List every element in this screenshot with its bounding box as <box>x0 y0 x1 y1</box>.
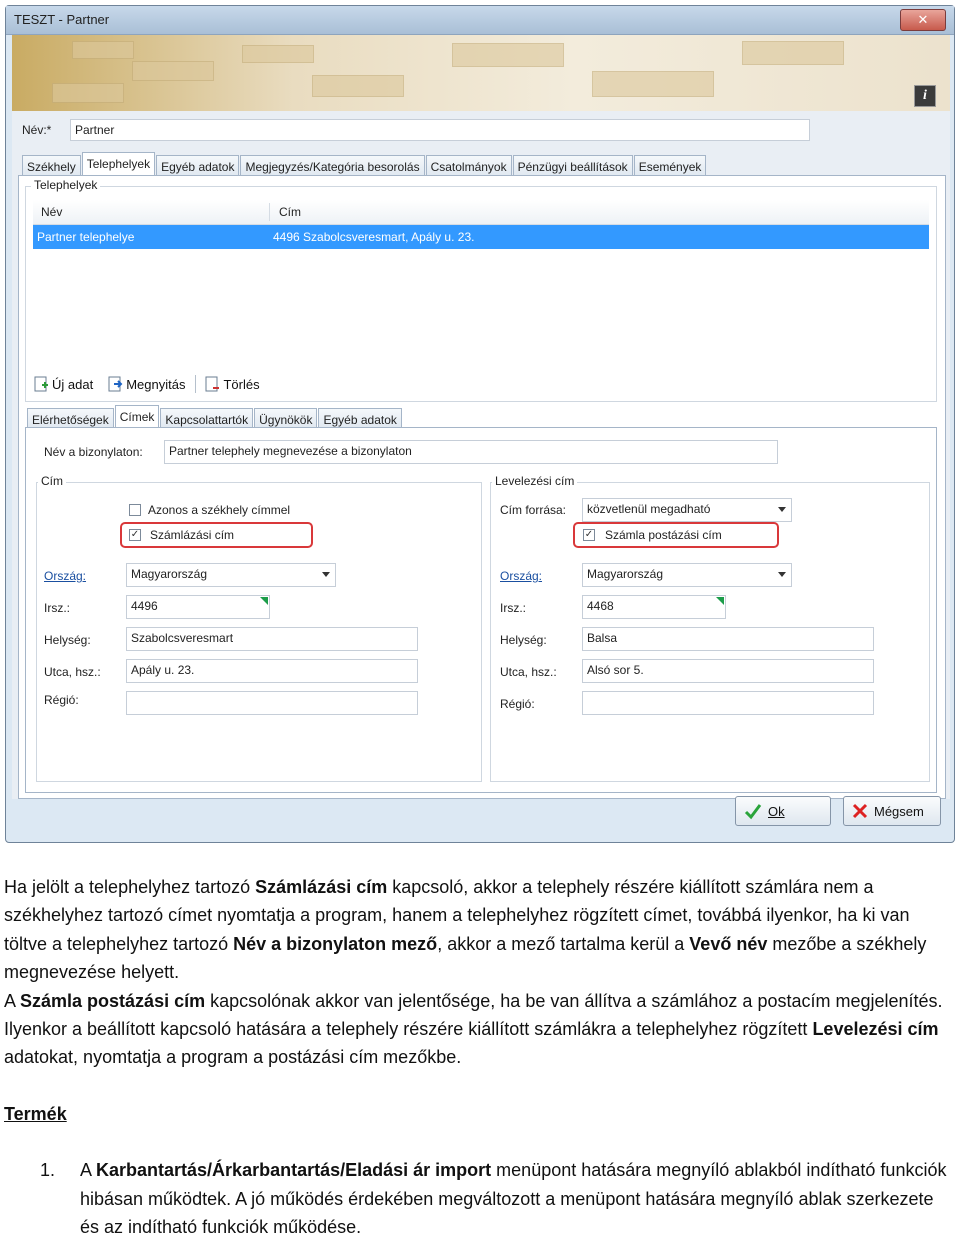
cross-icon <box>852 803 868 819</box>
azonos-checkbox[interactable] <box>129 504 141 516</box>
delete-document-icon <box>204 376 220 392</box>
tab-telephelyek[interactable]: Telephelyek <box>82 152 155 179</box>
dialog-content <box>12 111 950 799</box>
ok-label: Ok <box>768 803 785 819</box>
row-nev: Partner telephelye <box>37 230 135 244</box>
new-label: Új adat <box>52 376 94 392</box>
tab-megjegyzes[interactable]: Megjegyzés/Kategória besorolás <box>240 155 424 178</box>
telephelyek-panel <box>18 175 946 799</box>
lev-orszag-value: Magyarország <box>587 567 664 581</box>
paragraph-1: Ha jelölt a telephelyhez tartozó Számlázási cím kapcsoló, akkor a telephely részére kiállított számlára nem a székhelyhez tartozó címet nyomtatja a program, hanem a telephelyhez rögzített címet, továbbá ilyenkor, ha ki van töltve a telephelyhez tartozó Név a bizonylaton mező, akkor a mező tartalma kerül a Vevő név mezőbe a székhely megnevezése helyett. <box>4 877 927 983</box>
lev-irsz-input[interactable] <box>582 595 726 619</box>
paragraph-2: A Számla postázási cím kapcsolónak akkor van jelentősége, ha be van állítva a számlához a postacím megjelenítés. Ilyenkor a beállított kapcsoló hatására a telephely részére kiállított számlákra a telephelyhez rögzített Levelezési cím adatokat, nyomtatja a program a postázási cím mezőkbe. <box>4 990 943 1068</box>
lookup-corner-icon <box>716 597 724 605</box>
column-header-nev[interactable]: Név <box>41 205 63 219</box>
row-cim: 4496 Szabolcsveresmart, Apály u. 23. <box>273 230 475 244</box>
ok-button[interactable] <box>735 796 831 826</box>
lev-irsz-value: 4468 <box>587 599 614 613</box>
name-label: Név:* <box>22 123 52 137</box>
cim-forrasa-value: közvetlenül megadható <box>587 502 711 516</box>
azonos-label: Azonos a székhely címmel <box>148 503 291 517</box>
window-title: TESZT - Partner <box>14 12 110 27</box>
helyseg-label: Helység: <box>44 633 91 647</box>
lookup-corner-icon <box>260 597 268 605</box>
lev-orszag-select[interactable] <box>582 563 792 587</box>
cim-group-label: Cím <box>38 474 66 488</box>
regio-input[interactable] <box>126 691 418 715</box>
tab-esemenyek[interactable]: Események <box>634 155 707 178</box>
document-text <box>4 873 954 1241</box>
irsz-input[interactable] <box>126 595 270 619</box>
postazasi-checkbox[interactable]: ✓ <box>584 529 594 540</box>
cancel-button[interactable] <box>843 796 941 826</box>
chevron-down-icon <box>778 507 786 512</box>
tab-csatolmanyok[interactable]: Csatolmányok <box>426 155 512 178</box>
regio-label: Régió: <box>44 693 79 707</box>
lev-utca-input[interactable]: Alsó sor 5. <box>582 659 874 683</box>
delete-label: Törlés <box>223 376 260 392</box>
subtab-kapcsolattartok[interactable]: Kapcsolattartók <box>160 408 253 431</box>
subtab-ugynokok[interactable]: Ügynökök <box>254 408 317 431</box>
utca-input[interactable]: Apály u. 23. <box>126 659 418 683</box>
cancel-label: Mégsem <box>874 803 924 819</box>
orszag-value: Magyarország <box>131 567 208 581</box>
toolbar <box>33 374 260 394</box>
table-row[interactable] <box>33 225 929 249</box>
szamlazasi-checkbox[interactable]: ✓ <box>130 529 140 540</box>
subtab-elerhetosegek[interactable]: Elérhetőségek <box>27 408 114 431</box>
tab-penzugyi[interactable]: Pénzügyi beállítások <box>513 155 633 178</box>
orszag-select[interactable] <box>126 563 336 587</box>
open-document-icon <box>107 376 123 392</box>
irsz-label: Irsz.: <box>44 601 70 615</box>
cimek-panel <box>25 427 937 793</box>
szamlazasi-label: Számlázási cím <box>150 528 235 542</box>
subtab-egyeb-adatok[interactable]: Egyéb adatok <box>318 408 401 431</box>
close-button[interactable]: ✕ <box>900 9 946 31</box>
lev-irsz-label: Irsz.: <box>500 601 526 615</box>
name-input[interactable]: Partner <box>70 119 810 141</box>
chevron-down-icon <box>778 572 786 577</box>
title-bar <box>6 6 954 35</box>
lev-helyseg-input[interactable]: Balsa <box>582 627 874 651</box>
info-icon[interactable]: i <box>914 85 936 107</box>
lev-utca-label: Utca, hsz.: <box>500 665 557 679</box>
checkmark-icon <box>744 802 762 820</box>
tab-szekhely[interactable]: Székhely <box>22 155 81 178</box>
open-button[interactable] <box>107 376 185 392</box>
lev-orszag-link[interactable]: Ország: <box>500 569 543 583</box>
list-item: 1. A Karbantartás/Árkarbantartás/Eladási ár import menüpont hatására megnyíló ablakból indítható funkciók hibásan működtek. A jó működés érdekében megváltozott a menüpont hatására megnyíló ablak szerkezete és az indítható funkciók működése. <box>40 1160 947 1238</box>
cim-forrasa-select[interactable] <box>582 498 792 522</box>
lev-regio-input[interactable] <box>582 691 874 715</box>
levelezesi-group-label: Levelezési cím <box>492 474 577 488</box>
column-header-cim[interactable]: Cím <box>279 205 301 219</box>
postazasi-label: Számla postázási cím <box>605 528 722 542</box>
open-label: Megnyitás <box>126 376 186 392</box>
telephelyek-group-label: Telephelyek <box>31 178 100 192</box>
delete-button[interactable] <box>204 376 259 392</box>
lev-helyseg-label: Helység: <box>500 633 547 647</box>
nev-bizonylaton-input[interactable]: Partner telephely megnevezése a bizonylaton <box>164 440 778 464</box>
new-document-icon <box>33 376 49 392</box>
orszag-link[interactable]: Ország: <box>44 569 87 583</box>
partner-window <box>5 5 955 843</box>
utca-label: Utca, hsz.: <box>44 665 101 679</box>
cim-forrasa-label: Cím forrása: <box>500 503 567 517</box>
subtab-cimek[interactable]: Címek <box>115 405 160 432</box>
tab-egyeb-adatok[interactable]: Egyéb adatok <box>156 155 239 178</box>
section-heading: Termék <box>4 1103 67 1124</box>
helyseg-input[interactable]: Szabolcsveresmart <box>126 627 418 651</box>
lev-regio-label: Régió: <box>500 697 535 711</box>
irsz-value: 4496 <box>131 599 158 613</box>
nev-bizonylaton-label: Név a bizonylaton: <box>44 445 143 459</box>
chevron-down-icon <box>322 572 330 577</box>
main-tabs <box>22 151 707 178</box>
header-banner <box>12 35 950 111</box>
grid-header <box>33 200 929 225</box>
new-button[interactable] <box>33 376 93 392</box>
